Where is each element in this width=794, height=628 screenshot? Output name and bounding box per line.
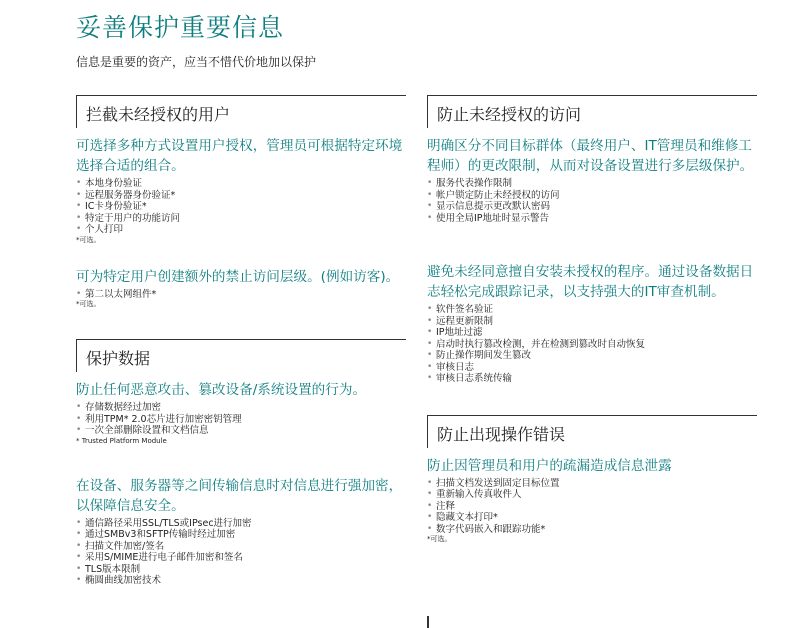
list-item: • 软件签名验证	[427, 304, 757, 316]
bullet-list	[76, 402, 406, 437]
list-item: • TLS版本限制	[76, 564, 406, 576]
bullet-list	[427, 304, 757, 385]
list-item: • 特定于用户的功能访问	[76, 213, 406, 225]
list-item: • IC卡身份验证*	[76, 201, 406, 213]
bullet-list	[76, 518, 406, 587]
list-item: • 审核日志	[427, 362, 757, 374]
list-item: • 存储数据经过加密	[76, 402, 406, 414]
footnote: *可选。	[427, 535, 452, 543]
section-lead: 可选择多种方式设置用户授权，管理员可根据特定环境选择合适的组合。	[76, 138, 403, 174]
list-item: • 审核日志系统传输	[427, 373, 757, 385]
right-column	[427, 95, 757, 544]
section-heading-block-unauthorized-users: 拦截未经授权的用户	[76, 95, 406, 128]
section-lead: 在设备、服务器等之间传输信息时对信息进行强加密，以保障信息安全。	[76, 477, 403, 514]
bullet-list	[76, 178, 406, 236]
list-item: • 远程服务器身份验证*	[76, 190, 406, 202]
page-subtitle: 信息是重要的资产，应当不惜代价地加以保护	[76, 55, 317, 69]
section-lead: 可为特定用户创建额外的禁止访问层级。(例如访客)。	[76, 268, 400, 285]
bullet-list	[427, 478, 757, 536]
section-lead: 避免未经同意擅自安装未授权的程序。通过设备数据日志轻松完成跟踪记录，以支持强大的IT审查机制。	[427, 264, 754, 300]
list-item: • 椭圆曲线加密技术	[76, 575, 406, 587]
bullet-list	[427, 178, 757, 224]
list-item: • 扫描文档发送到固定目标位置	[427, 478, 757, 490]
left-column	[76, 95, 406, 587]
section-lead: 明确区分不同目标群体（最终用户、IT管理员和维修工程师）的更改限制，从而对设备设置进行多层级保护。	[427, 138, 754, 174]
list-item: • 通信路径采用SSL/TLS或IPsec进行加密	[76, 518, 406, 530]
bullet-list	[76, 289, 406, 301]
list-item: • 本地身份验证	[76, 178, 406, 190]
section-heading-protect-data: 保护数据	[76, 339, 406, 372]
list-item: • 服务代表操作限制	[427, 178, 757, 190]
divider	[427, 616, 429, 628]
list-item: • 注释	[427, 501, 757, 513]
section-heading-prevent-unauthorized-access: 防止未经授权的访问	[427, 95, 757, 128]
page-title: 妥善保护重要信息	[76, 13, 285, 42]
list-item: • 一次全部删除设置和文档信息	[76, 425, 406, 437]
list-item: • 扫描文件加密/签名	[76, 541, 406, 553]
list-item: • 启动时执行篡改检测，并在检测到篡改时自动恢复	[427, 339, 757, 351]
list-item: • 隐藏文本打印*	[427, 512, 757, 524]
list-item: • 使用全局IP地址时显示警告	[427, 213, 757, 225]
list-item: • 通过SMBv3和SFTP传输时经过加密	[76, 529, 406, 541]
list-item: • IP地址过滤	[427, 327, 757, 339]
section-lead: 防止任何恶意攻击、篡改设备/系统设置的行为。	[76, 382, 367, 398]
list-item: • 重新输入传真收件人	[427, 489, 757, 501]
list-item: • 帐户锁定防止未经授权的访问	[427, 190, 757, 202]
list-item: • 利用TPM* 2.0芯片进行加密密钥管理	[76, 414, 406, 426]
list-item: • 个人打印	[76, 224, 406, 236]
list-item: • 数字代码嵌入和跟踪功能*	[427, 524, 757, 536]
footnote: * Trusted Platform Module	[76, 436, 167, 445]
footnote: *可选。	[76, 235, 101, 244]
list-item: • 采用S/MIME进行电子邮件加密和签名	[76, 552, 406, 564]
footnote: *可选。	[76, 300, 101, 308]
section-heading-prevent-operation-errors: 防止出现操作错误	[427, 415, 757, 448]
list-item: • 防止操作期间发生篡改	[427, 350, 757, 362]
list-item: • 第二以太网组件*	[76, 289, 406, 301]
list-item: • 显示信息提示更改默认密码	[427, 201, 757, 213]
section-lead: 防止因管理员和用户的疏漏造成信息泄露	[427, 457, 672, 474]
list-item: • 远程更新限制	[427, 316, 757, 328]
